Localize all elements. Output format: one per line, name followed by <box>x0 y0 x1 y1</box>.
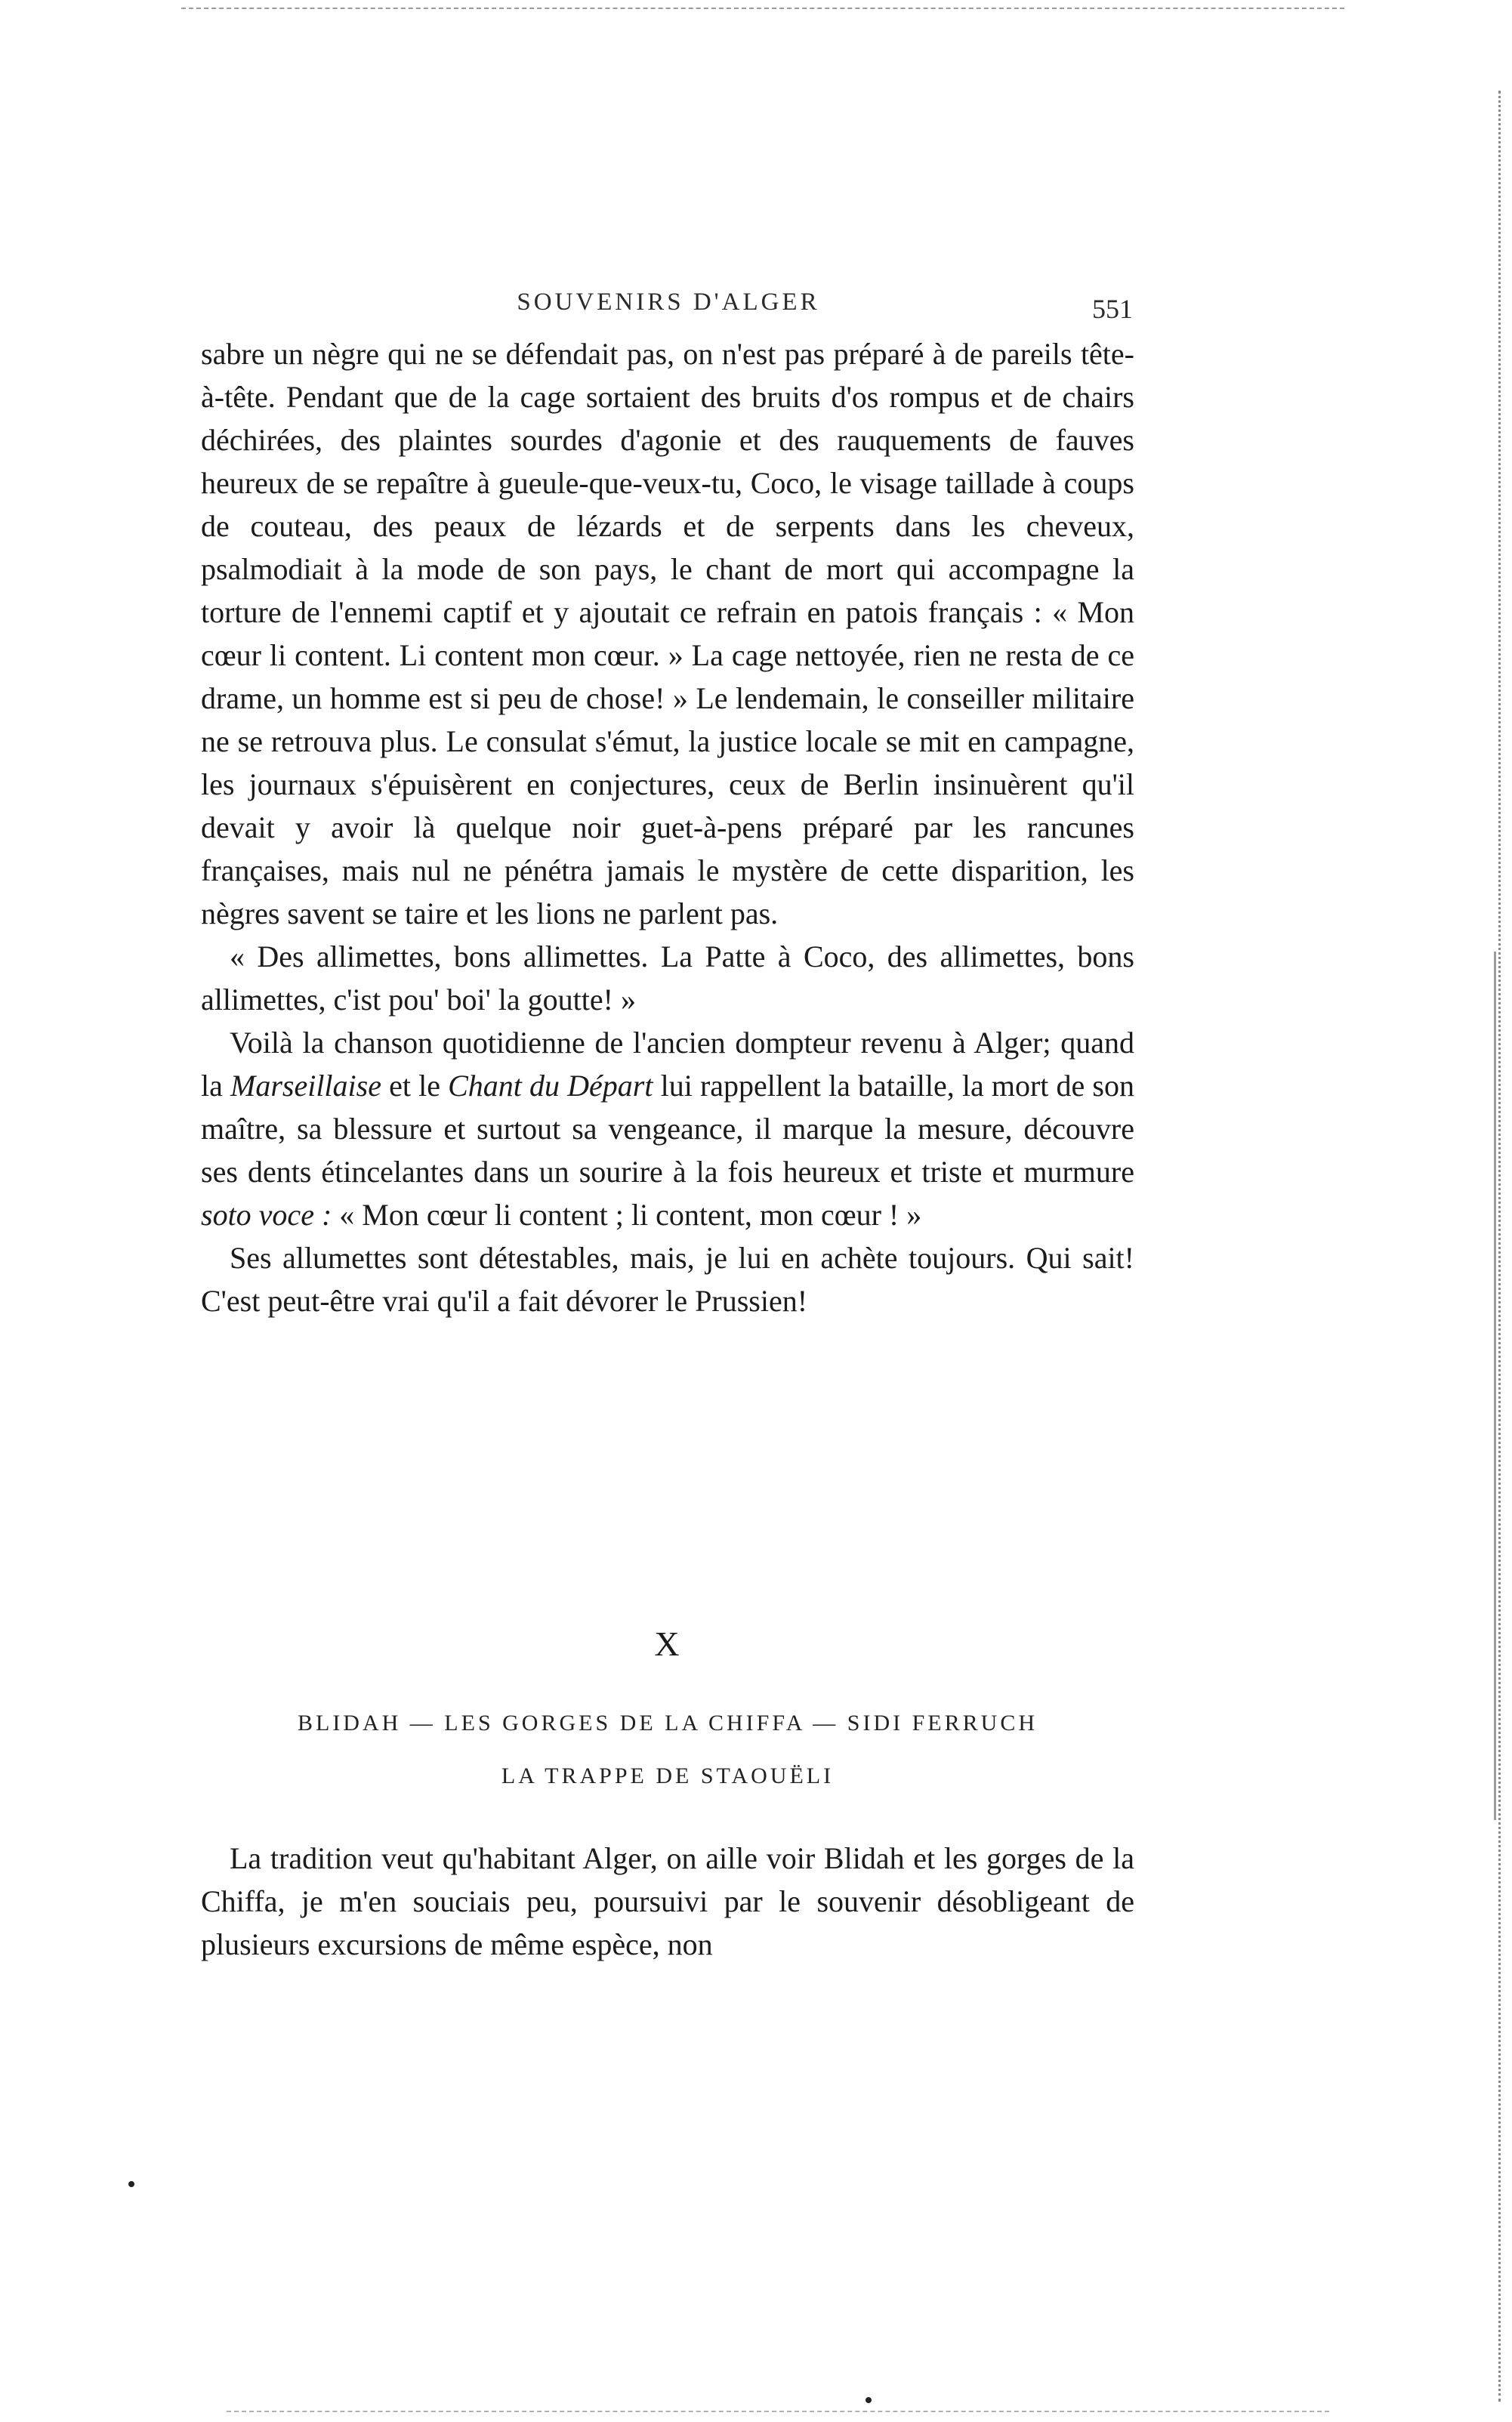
chapter-title-line-2: LA TRAPPE DE STAOUËLI <box>501 1763 835 1788</box>
running-title: SOUVENIRS D'ALGER <box>517 288 820 316</box>
paragraph-text: Ses allumettes sont détestables, mais, je lui en achète toujours. Qui sait! C'est peut-être vrai qu'il a fait dévorer le Prussien! <box>201 1241 1134 1318</box>
scan-speck <box>866 2397 872 2403</box>
paragraph-text: et le <box>381 1069 449 1103</box>
body-text <box>201 332 1134 1322</box>
scan-edge-right <box>1498 91 1501 2402</box>
chapter-opening-paragraph: La tradition veut qu'habitant Alger, on aille voir Blidah et les gorges de la Chiffa, je m'en souciais peu, poursuivi par le souvenir désobligeant de plusieurs excursions de même espèce, non <box>201 1841 1134 1961</box>
song-title-italic: Chant du Départ <box>448 1069 653 1103</box>
paragraph <box>201 332 1134 935</box>
running-head <box>204 288 1133 334</box>
paragraph-text: « Mon cœur li content ; li content, mon cœur ! » <box>332 1198 922 1232</box>
scan-edge-bottom <box>227 2411 1329 2412</box>
paragraph <box>201 1236 1134 1322</box>
paragraph-text: Voilà la chanson quotidienne de l'ancien dompteur revenu à Alger; quand la <box>201 1026 1134 1103</box>
paragraph-text: « Des allimettes, bons allimettes. La Patte à Coco, des allimettes, bons allimettes, c'ist pou' boi' la goutte! » <box>201 939 1134 1017</box>
chapter-title-line-1: BLIDAH — LES GORGES DE LA CHIFFA — SIDI FERRUCH <box>297 1711 1038 1736</box>
scan-gutter-shadow <box>1494 952 1496 1820</box>
italic-phrase: soto voce : <box>201 1198 332 1232</box>
paragraph <box>201 935 1134 1021</box>
paragraph-text: lui rappellent la bataille, la mort de son maître, sa blessure et surtout sa vengeance, il marque la mesure, découvre ses dents étincelantes dans un sourire à la fois heureux et triste et murmure <box>201 1069 1134 1189</box>
song-title-italic: Marseillaise <box>230 1069 381 1103</box>
scan-edge-top <box>181 8 1344 9</box>
page-number: 551 <box>1092 294 1133 324</box>
paragraph <box>201 1021 1134 1236</box>
paragraph-text: sabre un nègre qui ne se défendait pas, on n'est pas préparé à de pareils tête-à-tête. Pendant que de la cage sortaient des bruits d'os rompus et de chairs déchirées, des plaintes sourdes d'agonie et des rauquements de fauves heureux de se repaître à gueule-que-veux-tu, Coco, le visage taillade à coups de couteau, des peaux de lézards et de serpents dans les cheveux, psalmodiait à la mode de son pays, le chant de mort qui accompagne la torture de l'ennemi captif et y ajoutait ce refrain en patois français : « Mon cœur li content. Li content mon cœur. » La cage nettoyée, rien ne resta de ce drame, un homme est si peu de chose! » Le lendemain, le conseiller militaire ne se retrouva plus. Le consulat s'émut, la justice locale se mit en campagne, les journaux s'épuisèrent en conjectures, ceux de Berlin insinuèrent qu'il devait y avoir là quelque noir guet-à-pens préparé par les rancunes françaises, mais nul ne pénétra jamais le mystère de cette disparition, les nègres savent se taire et les lions ne parlent pas. <box>201 337 1134 930</box>
scan-speck <box>128 2181 134 2187</box>
chapter-numeral: X <box>654 1624 681 1663</box>
